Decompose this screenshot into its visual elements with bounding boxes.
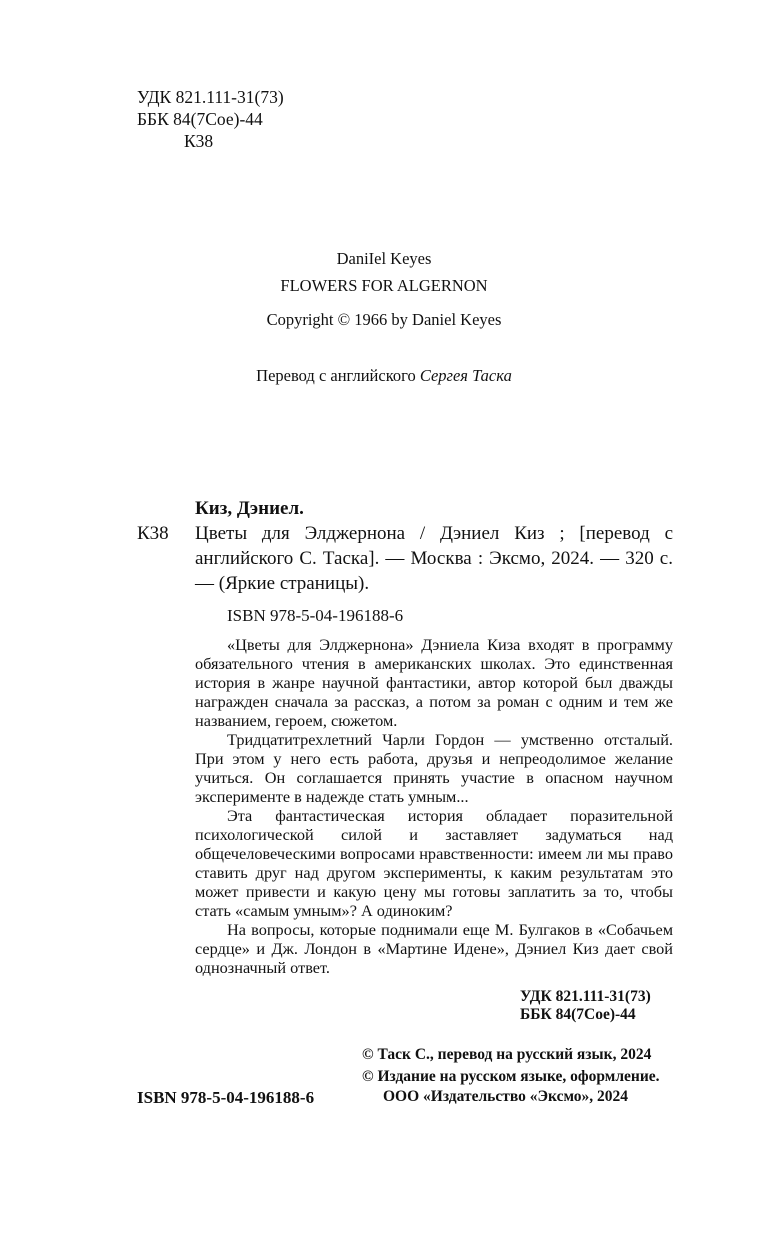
translator-name: Сергея Таска — [419, 366, 512, 385]
top-classification-codes — [137, 86, 284, 152]
bottom-udk-code: УДК 821.111-31(73) — [520, 988, 651, 1005]
original-copyright: Copyright © 1966 by Daniel Keyes — [266, 310, 502, 329]
annotation-paragraph: «Цветы для Элджернона» Дэниела Киза входят в программу обязательного чтения в американских школах. Это единственная история в жанре научной фантастики, автор которой был дважды награжден сначала за рассказ, а потом за роман с одним и тем же названием, героем, сюжетом. — [195, 635, 673, 730]
translation-credit — [0, 366, 768, 386]
annotation — [195, 635, 673, 977]
annotation-paragraph: Эта фантастическая история обладает поразительной психологической силой и заставляет задуматься над общечеловеческими вопросами нравственности: имеем ли мы право ставить друг над другом эксперименты, к каким результатам это может привести и какую цену мы готовы заплатить за то, чтобы стать «самым умным»? А одиноким? — [195, 806, 673, 920]
edition-copyright: © Издание на русском языке, оформление. — [362, 1068, 660, 1085]
udk-code: УДК 821.111-31(73) — [137, 87, 284, 107]
isbn-bottom: ISBN 978-5-04-196188-6 — [137, 1088, 315, 1107]
bbk-code: ББК 84(7Сое)-44 — [137, 109, 263, 129]
annotation-paragraph: Тридцатитрехлетний Чарли Гордон — умственно отсталый. При этом у него есть работа, друзья и непреодолимое желание учиться. Он соглашается принять участие в опасном научном эксперименте в надежде стать умным... — [195, 730, 673, 806]
bottom-classification-codes — [520, 988, 651, 1024]
translation-copyright: © Таск С., перевод на русский язык, 2024 — [362, 1046, 652, 1063]
annotation-paragraph: На вопросы, которые поднимали еще М. Булгаков в «Собачьем сердце» и Дж. Лондон в «Мартине Идене», Дэниел Киз дает свой однозначный ответ. — [195, 920, 673, 977]
bibliographic-code: К38 — [137, 523, 169, 544]
original-title: FLOWERS FOR ALGERNON — [280, 276, 488, 295]
translation-prefix: Перевод с английского — [256, 366, 420, 385]
author-mark: К38 — [184, 131, 214, 151]
bibliographic-author: Киз, Дэниел. — [195, 498, 304, 519]
bibliographic-description: Цветы для Элджернона / Дэниел Киз ; [перевод с английского С. Таска]. — Москва : Эксмо, 2024. — 320 с. — (Яркие страницы). — [195, 523, 673, 594]
bottom-bbk-code: ББК 84(7Сое)-44 — [520, 1006, 636, 1023]
publisher-copyright: ООО «Издательство «Эксмо», 2024 — [383, 1088, 629, 1105]
bibliographic-isbn: ISBN 978-5-04-196188-6 — [227, 606, 404, 625]
original-author: DaniIel Keyes — [336, 249, 432, 268]
